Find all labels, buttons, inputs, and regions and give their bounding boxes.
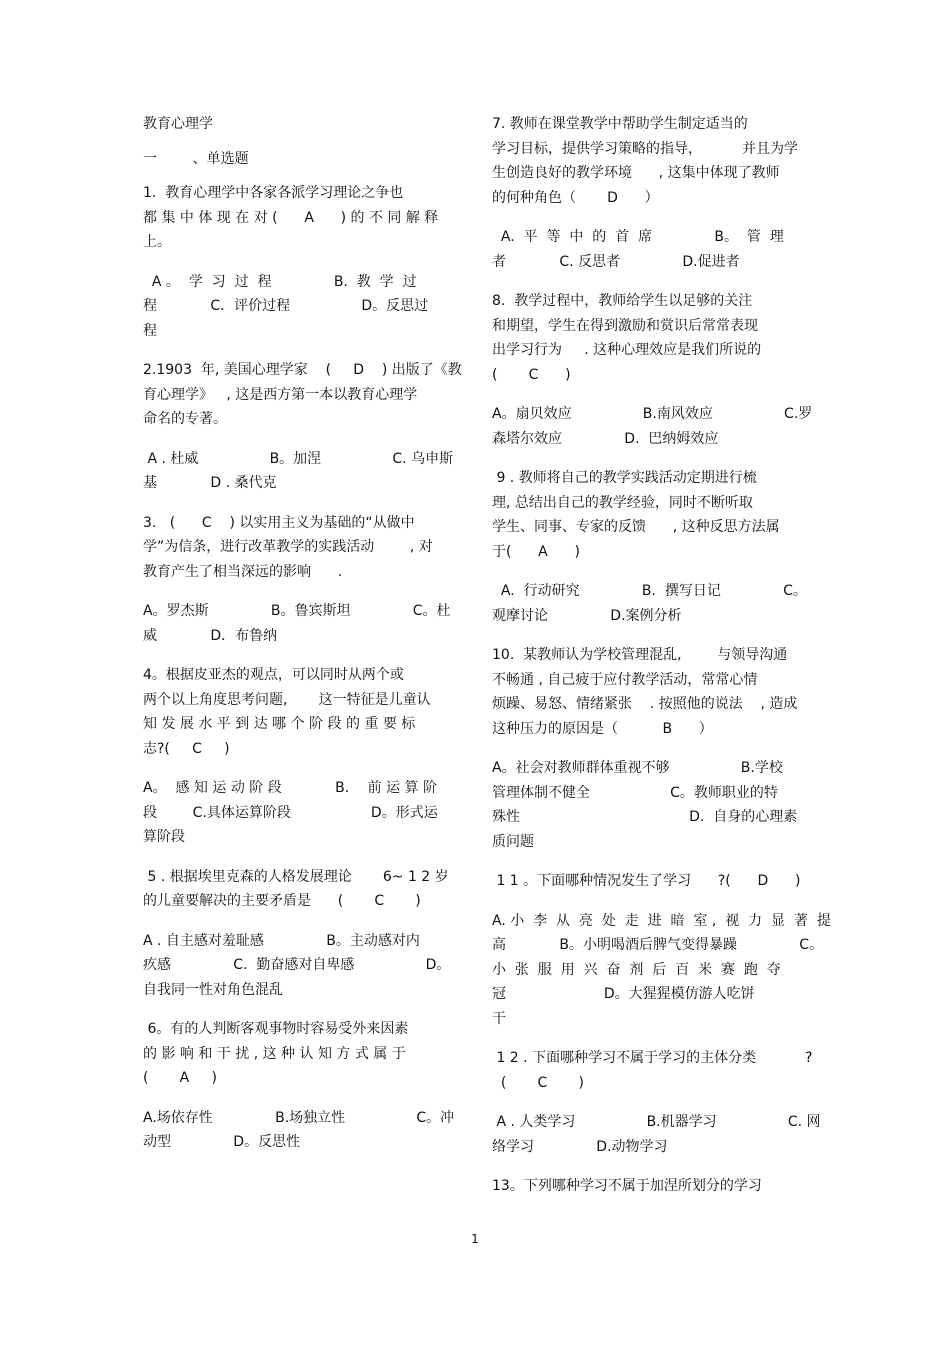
question-q4: [143, 648, 457, 850]
question-q8: [492, 274, 813, 451]
answer-options-line: 干: [492, 1010, 506, 1027]
answer-options-line: 动型 D。反思性: [143, 1134, 301, 1150]
answer-options-line: A.场依存性 B.场独立性 C。冲: [143, 1109, 455, 1126]
answer-options-line: A. 平 等 中 的 首 席 B。 管 理: [492, 229, 784, 245]
question-q12: [492, 1031, 821, 1159]
question-stem-line: 上。: [143, 234, 171, 250]
left-questions: [143, 181, 462, 1155]
answer-options-line: 者 C. 反思者 D.促进者: [492, 253, 740, 270]
answer-options-line: A. 小 李 从 亮 处 走 进 暗 室 , 视 力 显 著 提: [492, 912, 831, 929]
answer-options-line: A. 行动研究 B. 撰写日记 C。: [492, 583, 807, 599]
question-stem-line: 4。根据皮亚杰的观点，可以同时从两个或: [143, 667, 404, 683]
question-stem-line: 学”为信条，进行改革教学的实践活动 , 对: [143, 539, 433, 555]
question-stem-line: 的儿童要解决的主要矛盾是 ( C ): [143, 893, 421, 909]
question-stem-line: 8. 教学过程中，教师给学生以足够的关注: [492, 293, 753, 309]
answer-options-line: A。 感 知 运 动 阶 段 B． 前 运 算 阶: [143, 780, 437, 796]
answer-options-line: A . 人类学习 B.机器学习 C. 网: [492, 1114, 821, 1130]
question-stem-line: 知 发 展 水 平 到 达 哪 个 阶 段 的 重 要 标: [143, 716, 416, 732]
question-stem-line: 的 影 响 和 干 扰 , 这 种 认 知 方 式 属 于: [143, 1045, 406, 1062]
answer-options-line: 观摩讨论 D.案例分析: [492, 607, 682, 624]
question-stem-line: 5 . 根据埃里克森的人格发展理论 6~ 1 2 岁: [143, 868, 449, 885]
section-heading: 一 、单选题: [143, 150, 249, 167]
answer-options-line: 络学习 D.动物学习: [492, 1138, 668, 1155]
question-stem-line: 6。有的人判断客观事物时容易受外来因素: [143, 1021, 409, 1037]
question-q9: [492, 451, 806, 628]
answer-options-line: 森塔尔效应 D. 巴纳姆效应: [492, 430, 719, 447]
answer-options-line: 程 C．评价过程 D。反思过: [143, 298, 429, 314]
question-stem-line: 两个以上角度思考问题, 这一特征是儿童认: [143, 691, 431, 708]
question-stem-line: 1 1 。下面哪种情况发生了学习 ?( D ): [492, 873, 801, 889]
answer-options-line: 段 C.具体运算阶段 D。形式运: [143, 804, 438, 821]
question-q6: [143, 1002, 457, 1155]
answer-options-line: 质问题: [492, 833, 534, 850]
question-stem-line: 都 集 中 体 现 在 对 ( A ) 的 不 同 解 释: [143, 209, 439, 226]
right-questions: [492, 112, 831, 1199]
question-stem-line: 13。下列哪种学习不属于加涅所划分的学习: [492, 1178, 762, 1194]
question-stem-line: 出学习行为 . 这种心理效应是我们所说的: [492, 342, 762, 358]
question-stem-line: 和期望，学生在得到激励和赏识后常常表现: [492, 317, 758, 334]
question-stem-line: 3. ( C ) 以实用主义为基础的“从做中: [143, 514, 415, 531]
question-stem-line: ( A ): [143, 1070, 217, 1086]
answer-options-line: 威 D．布鲁纳: [143, 627, 278, 644]
question-stem-line: 志?( C ): [143, 740, 230, 757]
left-column: [143, 112, 462, 1155]
question-stem-line: 10. 某教师认为学校管理混乱, 与领导沟通: [492, 647, 788, 663]
question-stem-line: 9 . 教师将自己的教学实践活动定期进行梳: [492, 470, 757, 486]
question-stem-line: 不畅通 , 自己疲于应付教学活动，常常心情: [492, 671, 758, 688]
answer-options-line: 管理体制不健全 C。教师职业的特: [492, 784, 778, 801]
answer-options-line: 程: [143, 322, 157, 339]
answer-options-line: 算阶段: [143, 829, 185, 845]
answer-options-line: 基 D . 桑代克: [143, 475, 277, 491]
answer-options-line: A。扇贝效应 B.南风效应 C.罗: [492, 406, 813, 422]
document-title: 教育心理学: [143, 116, 213, 132]
question-stem-line: 命名的专著。: [143, 411, 227, 427]
question-q2: [143, 343, 462, 496]
question-stem-line: 学生、同事、专家的反馈 , 这种反思方法属: [492, 519, 780, 535]
answer-options-line: A . 自主感对羞耻感 B。主动感对内: [143, 932, 420, 949]
question-q11: [492, 854, 831, 1031]
question-q7: [492, 112, 806, 274]
question-stem-line: 教育产生了相当深远的影响 .: [143, 563, 343, 580]
question-stem-line: ( C ): [492, 1074, 584, 1091]
question-stem-line: 理, 总结出自己的教学经验，同时不断听取: [492, 494, 753, 511]
question-stem-line: 这种压力的原因是（ B ）: [492, 720, 713, 737]
question-stem-line: 2.1903 年, 美国心理学家 ( D ) 出版了《教: [143, 362, 462, 378]
question-stem-line: 的何种角色（ D ）: [492, 189, 659, 206]
answer-options-line: A。罗杰斯 B。鲁宾斯坦 C。杜: [143, 603, 451, 619]
question-q5: [143, 850, 457, 1003]
answer-options-line: A 。 学 习 过 程 B. 教 学 过: [143, 273, 417, 290]
answer-options-line: 冠 D。大猩猩模仿游人吃饼: [492, 986, 755, 1002]
question-stem-line: 育心理学》 , 这是西方第一本以教育心理学: [143, 386, 418, 403]
page-number: 1: [471, 1232, 479, 1246]
question-q13: [492, 1159, 806, 1199]
answer-options-line: A . 杜威 B。加涅 C. 乌申斯: [143, 450, 454, 467]
question-stem-line: ( C ): [492, 366, 571, 383]
question-stem-line: 1. 教育心理学中各家各派学习理论之争也: [143, 185, 404, 201]
answer-options-line: 自我同一性对角色混乱: [143, 981, 283, 998]
question-q3: [143, 496, 457, 649]
right-column: [492, 112, 831, 1199]
question-q10: [492, 628, 806, 854]
question-stem-line: 于( A ): [492, 543, 580, 560]
question-stem-line: 1 2 . 下面哪种学习不属于学习的主体分类 ?: [492, 1050, 813, 1066]
answer-options-line: 疚感 C. 勤奋感对自卑感 D。: [143, 957, 451, 973]
question-stem-line: 生创造良好的教学环境 , 这集中体现了教师: [492, 165, 780, 181]
question-stem-line: 学习目标，提供学习策略的指导， 并且为学: [492, 140, 799, 157]
question-stem-line: 7. 教师在课堂教学中帮助学生制定适当的: [492, 116, 748, 132]
answer-options-line: 高 B。小明喝酒后脾气变得暴躁 C。: [492, 937, 824, 953]
answer-options-line: 小 张 服 用 兴 奋 剂 后 百 米 赛 跑 夺: [492, 961, 781, 978]
question-q1: [143, 181, 457, 343]
answer-options-line: A。社会对教师群体重视不够 B.学校: [492, 760, 783, 776]
question-stem-line: 烦躁、易怒、情绪紧张 . 按照他的说法 , 造成: [492, 696, 798, 712]
answer-options-line: 殊性 D. 自身的心理素: [492, 809, 798, 825]
